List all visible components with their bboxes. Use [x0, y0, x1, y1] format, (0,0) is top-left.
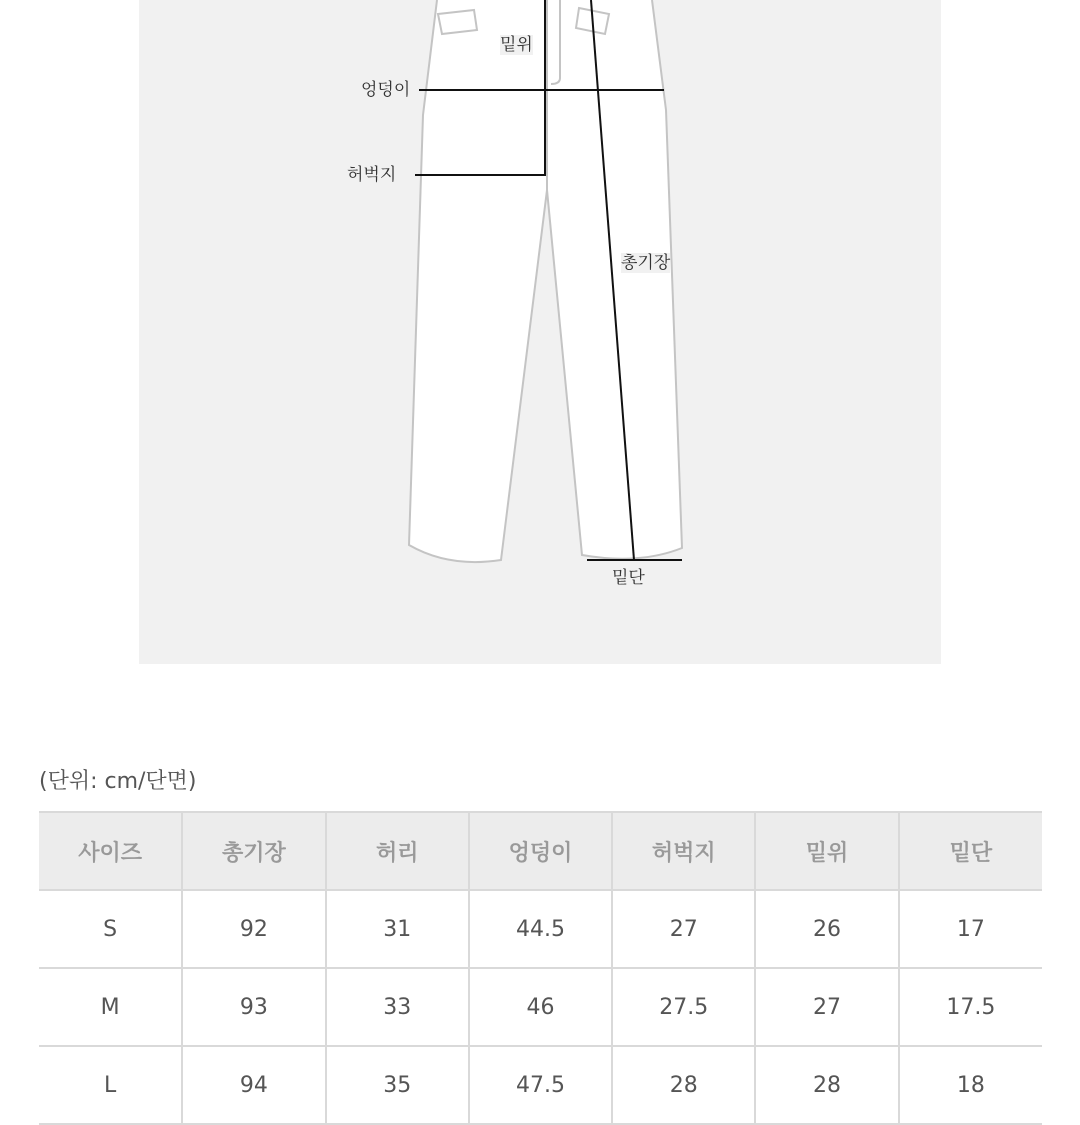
header-cell: 엉덩이	[469, 812, 612, 890]
table-row	[39, 890, 1042, 968]
table-cell: 93	[182, 968, 325, 1046]
header-cell: 허리	[326, 812, 469, 890]
header-cell: 총기장	[182, 812, 325, 890]
table-cell: 27	[612, 890, 755, 968]
table-cell: 44.5	[469, 890, 612, 968]
label-hem: 밑단	[612, 568, 645, 588]
table-cell: 31	[326, 890, 469, 968]
pants-measurement-diagram	[139, 0, 941, 664]
label-total-length: 총기장	[621, 253, 671, 273]
label-thigh: 허벅지	[347, 165, 397, 185]
table-header-row	[39, 812, 1042, 890]
label-rise: 밑위	[500, 35, 533, 55]
size-table	[39, 811, 1042, 1125]
table-cell: 26	[755, 890, 898, 968]
table-cell: 27	[755, 968, 898, 1046]
table-cell: 17	[899, 890, 1042, 968]
table-cell: 46	[469, 968, 612, 1046]
table-cell: M	[39, 968, 182, 1046]
pants-outline-drawing	[139, 0, 941, 664]
table-row	[39, 968, 1042, 1046]
table-cell: 17.5	[899, 968, 1042, 1046]
table-cell: 94	[182, 1046, 325, 1124]
table-cell: 18	[899, 1046, 1042, 1124]
header-cell: 밑위	[755, 812, 898, 890]
table-cell: 27.5	[612, 968, 755, 1046]
table-cell: 33	[326, 968, 469, 1046]
table-cell: 28	[612, 1046, 755, 1124]
unit-caption: (단위: cm/단면)	[39, 769, 197, 794]
header-cell: 허벅지	[612, 812, 755, 890]
header-cell: 사이즈	[39, 812, 182, 890]
table-cell: 35	[326, 1046, 469, 1124]
table-row	[39, 1046, 1042, 1124]
header-cell: 밑단	[899, 812, 1042, 890]
table-cell: 92	[182, 890, 325, 968]
label-hip: 엉덩이	[361, 80, 411, 100]
table-cell: L	[39, 1046, 182, 1124]
table-cell: 47.5	[469, 1046, 612, 1124]
table-cell: 28	[755, 1046, 898, 1124]
table-cell: S	[39, 890, 182, 968]
